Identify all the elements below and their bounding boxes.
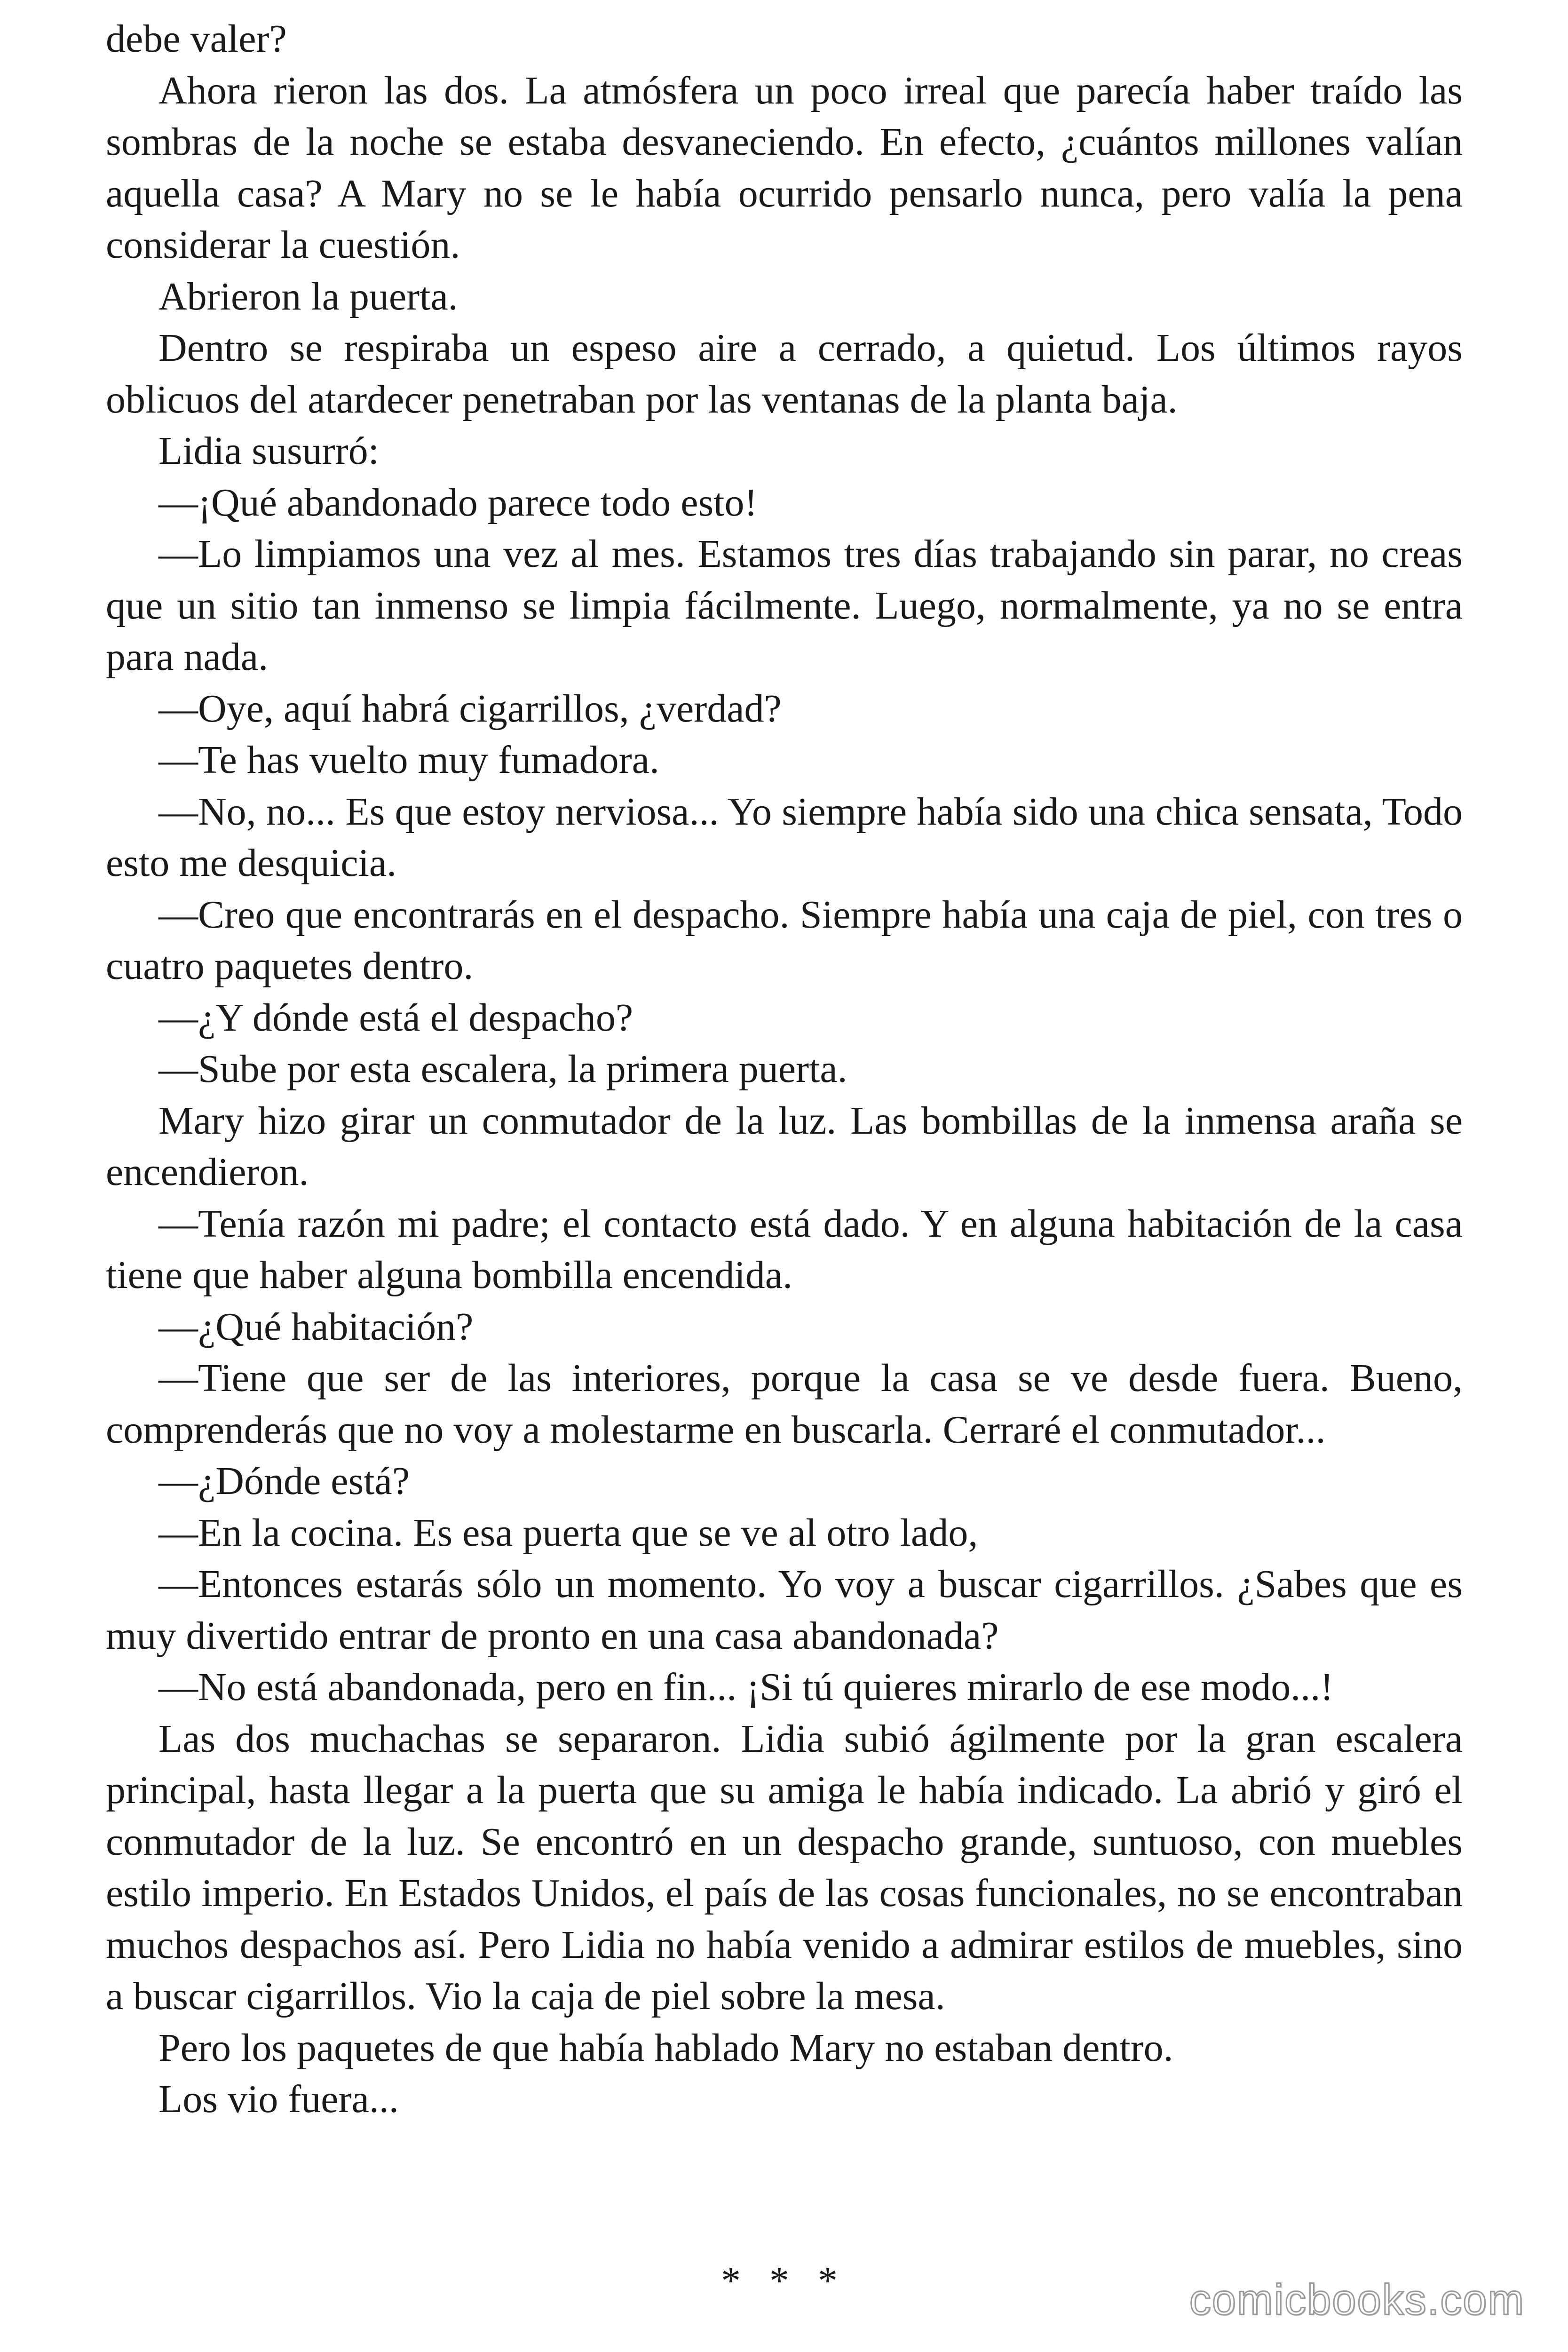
book-page-text <box>106 0 1463 2125</box>
paragraph: —¡Qué abandonado parece todo esto! <box>158 480 758 524</box>
paragraph: —Tiene que ser de las interiores, porque la casa se ve desde fuera. Bueno, comprenderás que no voy a molestarme en buscarla. Cerraré el conmutador... <box>106 1356 1463 1452</box>
paragraph: —No, no... Es que estoy nerviosa... Yo siempre había sido una chica sensata, Todo esto me desquicia. <box>106 789 1463 885</box>
paragraph: Lidia susurró: <box>158 429 379 473</box>
paragraph: Mary hizo girar un conmutador de la luz. Las bombillas de la inmensa araña se encendieron. <box>106 1098 1463 1194</box>
paragraph: —Sube por esta escalera, la primera puerta. <box>158 1047 847 1091</box>
paragraph: —Entonces estarás sólo un momento. Yo voy a buscar cigarrillos. ¿Sabes que es muy divertido entrar de pronto en una casa abandonada? <box>106 1562 1463 1658</box>
paragraph: —En la cocina. Es esa puerta que se ve al otro lado, <box>158 1510 978 1555</box>
watermark-logo: comicbooks.com <box>1189 2276 1525 2324</box>
paragraph: —¿Y dónde está el despacho? <box>158 995 634 1040</box>
paragraph: Abrieron la puerta. <box>158 274 458 318</box>
paragraph: Ahora rieron las dos. La atmósfera un poco irreal que parecía haber traído las sombras de la noche se estaba desvaneciendo. En efecto, ¿cuántos millones valían aquella casa? A Mary no se le había ocurrido pensarlo nunca, pero valía la pena considerar la cuestión. <box>106 68 1463 267</box>
paragraph: —Creo que encontrarás en el despacho. Siempre había una caja de piel, con tres o cuatro paquetes dentro. <box>106 892 1463 988</box>
paragraph: —¿Qué habitación? <box>158 1304 474 1349</box>
section-separator: * * * <box>721 2259 847 2303</box>
paragraph: —No está abandonada, pero en fin... ¡Si tú quieres mirarlo de ese modo...! <box>158 1665 1334 1709</box>
paragraph: —¿Dónde está? <box>158 1459 410 1503</box>
paragraph: —Lo limpiamos una vez al mes. Estamos tres días trabajando sin parar, no creas que un sitio tan inmenso se limpia fácilmente. Luego, normalmente, ya no se entra para nada. <box>106 532 1463 679</box>
paragraph: —Te has vuelto muy fumadora. <box>158 738 659 782</box>
paragraph: Los vio fuera... <box>158 2077 399 2121</box>
paragraph: Pero los paquetes de que había hablado Mary no estaban dentro. <box>158 2026 1173 2070</box>
paragraph: Dentro se respiraba un espeso aire a cerrado, a quietud. Los últimos rayos oblicuos del atardecer penetraban por las ventanas de la planta baja. <box>106 326 1463 421</box>
paragraph: Las dos muchachas se separaron. Lidia subió ágilmente por la gran escalera principal, hasta llegar a la puerta que su amiga le había indicado. La abrió y giró el conmutador de la luz. Se encontró en un despacho grande, suntuoso, con muebles estilo imperio. En Estados Unidos, el país de las cosas funcionales, no se encontraban muchos despachos así. Pero Lidia no había venido a admirar estilos de muebles, sino a buscar cigarrillos. Vio la caja de piel sobre la mesa. <box>106 1716 1463 2018</box>
paragraph: —Tenía razón mi padre; el contacto está dado. Y en alguna habitación de la casa tiene que haber alguna bombilla encendida. <box>106 1201 1463 1297</box>
paragraph: —Oye, aquí habrá cigarrillos, ¿verdad? <box>158 686 782 731</box>
paragraph: debe valer? <box>106 17 287 61</box>
